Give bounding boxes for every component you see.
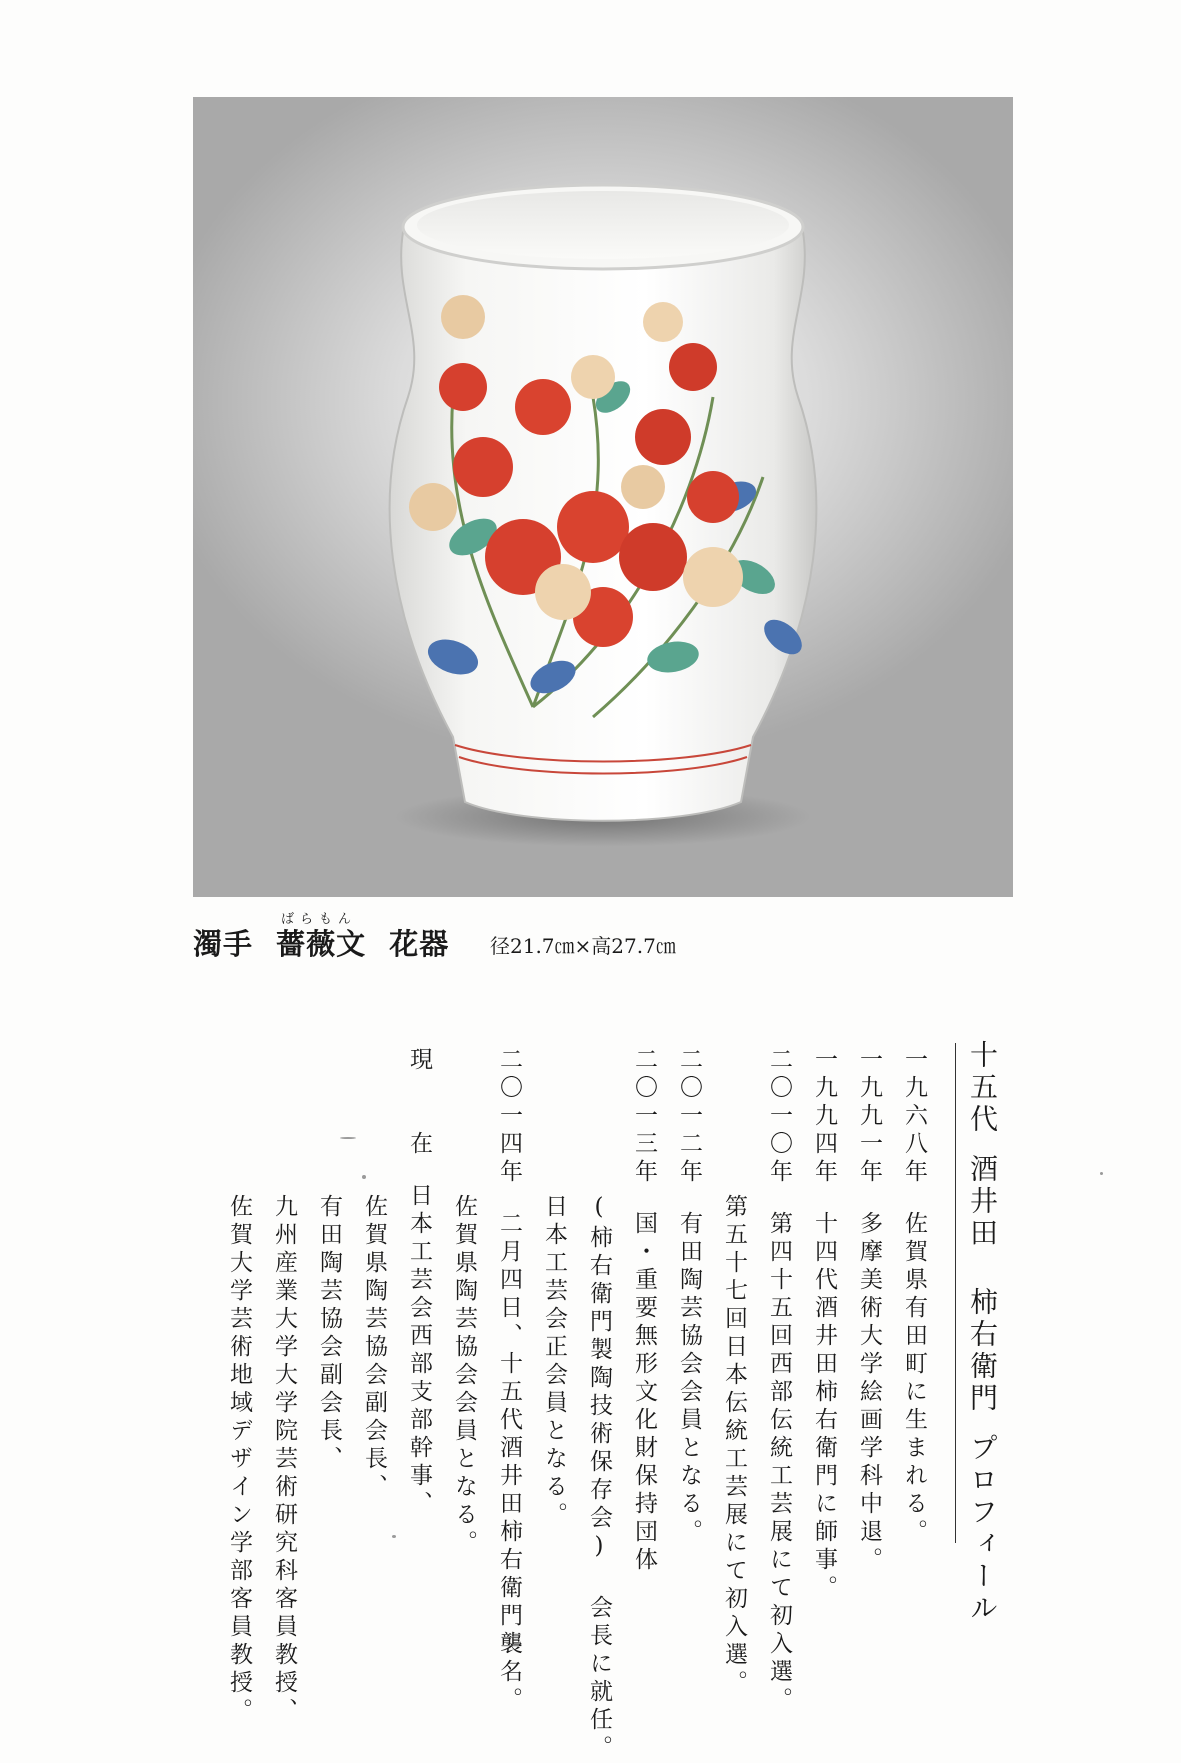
profile-entry-6: 二〇一二年有田陶芸協会会員となる。 — [676, 1047, 702, 1547]
profile-entry-4: 二〇一〇年第四十五回西部伝統工芸展にて初入選。 — [766, 1047, 792, 1715]
profile-entry-15: 九州産業大学大学院芸術研究科客員教授、 — [271, 1194, 297, 1726]
profile-entry-1: 一九六八年佐賀県有田町に生まれる。 — [901, 1047, 927, 1547]
profile-entry-2: 一九九一年多摩美術大学絵画学科中退。 — [856, 1047, 882, 1575]
caption-title-part2: 薔薇文 — [276, 927, 367, 961]
profile-heading-name: 酒井田 柿右衛門 — [966, 1154, 999, 1415]
caption-ruby: ばらもん — [281, 912, 358, 927]
profile-heading-label: プロフィール — [966, 1433, 999, 1625]
profile-entry-10: 二〇一四年二月四日、十五代酒井田柿右衛門襲名。 — [496, 1047, 522, 1715]
profile-entry-13: 佐賀県陶芸協会副会長、 — [361, 1194, 387, 1502]
profile-divider — [955, 1043, 956, 1543]
profile-entry-16: 佐賀大学芸術地域デザイン学部客員教授。 — [226, 1194, 252, 1726]
caption-title-part1: 濁手 — [193, 927, 254, 961]
scan-speck — [392, 1535, 396, 1538]
profile-entry-11: 佐賀県陶芸協会会員となる。 — [451, 1194, 477, 1558]
vase-illustration — [193, 97, 1013, 897]
profile-entry-8: (柿右衛門製陶技術保存会) 会長に就任。 — [586, 1194, 612, 1763]
profile-heading-generation: 十五代 — [966, 1040, 999, 1136]
profile-heading — [966, 1040, 999, 1625]
caption-dimensions: 径21.7㎝×高27.7㎝ — [490, 934, 676, 958]
profile-entry-12: 現 在日本工芸会西部支部幹事、 — [406, 1047, 432, 1519]
caption-title-part3: 花器 — [389, 927, 450, 961]
scan-speck — [362, 1175, 366, 1179]
profile-entry-5: 第五十七回日本伝統工芸展にて初入選。 — [721, 1194, 747, 1698]
scan-speck — [1100, 1172, 1103, 1175]
profile-entry-7: 二〇一三年国・重要無形文化財保持団体 — [631, 1047, 657, 1575]
artwork-caption — [193, 908, 1013, 968]
scan-speck — [340, 1137, 356, 1139]
caption-title — [193, 922, 449, 963]
profile-entry-3: 一九九四年十四代酒井田柿右衛門に師事。 — [811, 1047, 837, 1603]
profile-entry-9: 日本工芸会正会員となる。 — [541, 1194, 567, 1530]
vase-mouth — [417, 191, 789, 259]
vase-photo — [193, 97, 1013, 897]
profile-entry-14: 有田陶芸協会副会長、 — [316, 1194, 342, 1474]
